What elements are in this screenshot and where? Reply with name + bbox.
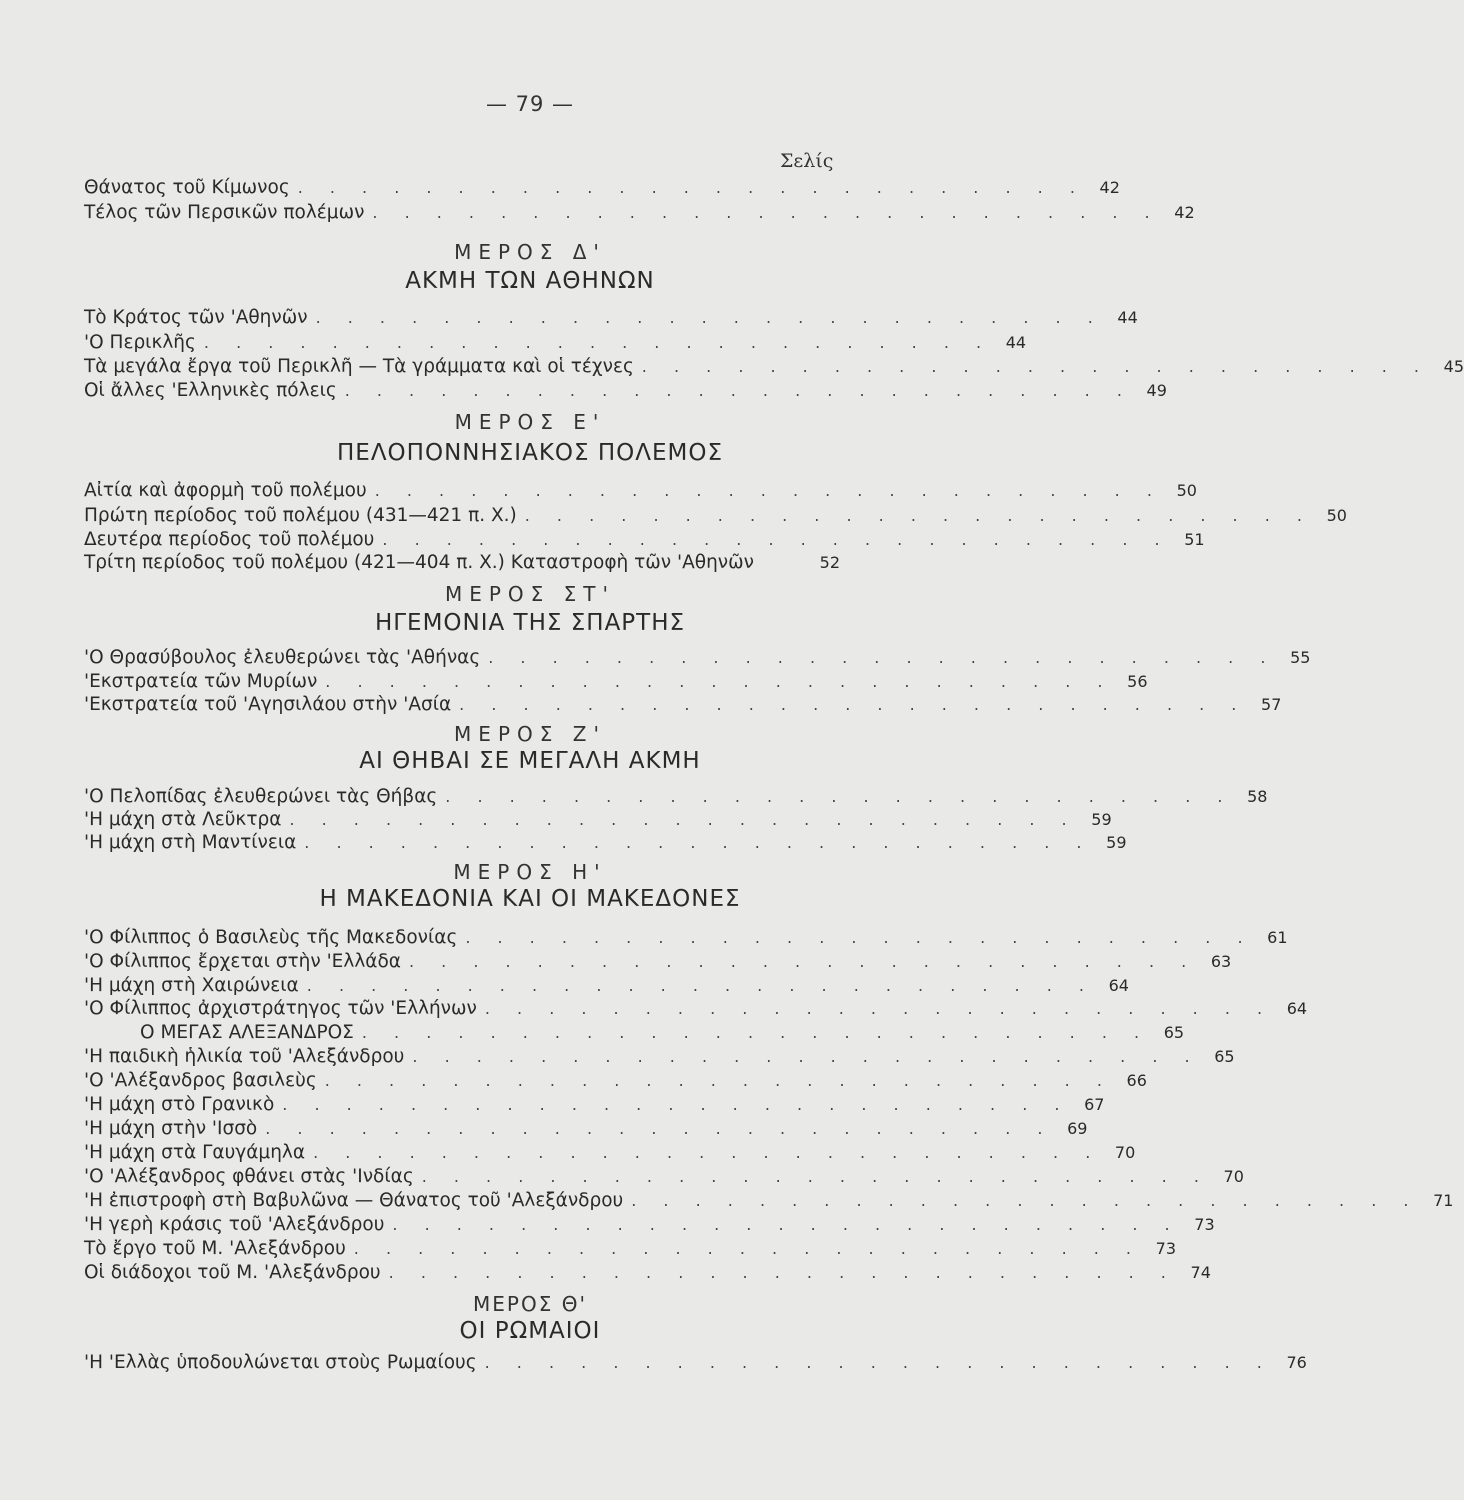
- toc-entry-page: 49: [1146, 381, 1167, 400]
- part-heading: ΗΓΕΜΟΝΙΑ ΤΗΣ ΣΠΑΡΤΗΣ: [374, 610, 686, 636]
- toc-entry-page: 44: [1117, 308, 1138, 327]
- dot-leader: . . . . . . . . . . . . . . . . . . . . . . . . .: [445, 787, 1234, 806]
- toc-entry-title: 'Ο Θρασύβουλος ἐλευθερώνει τὰς 'Αθήνας: [84, 647, 481, 668]
- toc-entry-title: Οἱ διάδοχοι τοῦ Μ. 'Αλεξάνδρου: [84, 1262, 381, 1283]
- toc-entry-title: 'Ο Περικλῆς: [84, 332, 196, 353]
- toc-entry-title: 'Η μάχη στὴ Μαντίνεια: [84, 832, 297, 853]
- toc-subheading-row: [84, 1020, 1185, 1046]
- toc-entry: [84, 1350, 1307, 1376]
- part-label: ΜΕΡΟΣ Θ': [473, 1292, 587, 1316]
- toc-entry-title: Οἱ ἄλλες 'Ελληνικὲς πόλεις: [84, 380, 337, 401]
- dot-leader: . . . . . . . . . . . . . . . . . . . . . . . . .: [412, 1047, 1201, 1066]
- dot-leader: . . . . . . . . . . . . . . . . . . . . . . . . .: [408, 952, 1198, 971]
- toc-entry: [84, 1116, 1088, 1142]
- part-label: ΜΕΡΟΣ Ε': [454, 410, 606, 434]
- part-label: ΜΕΡΟΣ Ζ': [454, 722, 606, 746]
- toc-entry-page: 45: [1443, 357, 1464, 376]
- toc-entry-title: 'Ο Φίλιππος ὁ Βασιλεὺς τῆς Μακεδονίας: [84, 927, 458, 948]
- toc-entry-page: 61: [1267, 928, 1288, 947]
- toc-entry: [84, 200, 1195, 226]
- dot-leader: . . . . . . . . . . . . . . . . . . . . . . . . .: [465, 928, 1254, 947]
- toc-entry: [84, 330, 1027, 356]
- toc-entry-page: 64: [1286, 999, 1308, 1018]
- toc-entry-title: 'Η μάχη στὰ Λεῦκτρα: [84, 809, 282, 830]
- dot-leader: . . . . . . . . . . . . . . . . . . . . . . . . .: [306, 976, 1095, 995]
- toc-entry-page: 42: [1099, 178, 1120, 197]
- toc-entry-page: 73: [1155, 1239, 1176, 1258]
- toc-entry: [84, 1140, 1136, 1166]
- toc-entry-page: 50: [1176, 481, 1197, 500]
- toc-entry-title: Θάνατος τοῦ Κίμωνος: [84, 177, 290, 198]
- dot-leader: . . . . . . . . . . . . . . . . . . . . . . . . .: [484, 1353, 1273, 1372]
- toc-entry-page: 44: [1005, 333, 1027, 352]
- toc-entry: [84, 1236, 1176, 1262]
- toc-entry-title: Πρώτη περίοδος τοῦ πολέμου (431—421 π. Χ.): [84, 505, 517, 526]
- toc-entry-page: 59: [1091, 810, 1112, 829]
- toc-entry: [84, 1044, 1235, 1070]
- toc-entry: [84, 645, 1311, 671]
- toc-subheading: Ο ΜΕΓΑΣ ΑΛΕΞΑΝΔΡΟΣ: [140, 1022, 354, 1043]
- toc-entry: [84, 830, 1127, 856]
- page-number: — 79 —: [485, 92, 575, 116]
- toc-entry: [84, 478, 1197, 504]
- toc-entry: [84, 354, 1464, 380]
- dot-leader: . . . . . . . . . . . . . . . . . . . . . . . . .: [361, 1023, 1151, 1042]
- dot-leader: . . . . . . . . . . . . . . . . . . . . . . . . .: [382, 530, 1171, 549]
- part-heading: ΑΚΜΗ ΤΩΝ ΑΘΗΝΩΝ: [405, 268, 655, 294]
- toc-entry-page: 67: [1084, 1095, 1105, 1114]
- toc-entry: [84, 503, 1347, 529]
- toc-entry-page: 66: [1126, 1071, 1147, 1090]
- toc-entry-page: 51: [1184, 530, 1205, 549]
- dot-leader: . . . . . . . . . . . . . . . . . . . . . . . . .: [325, 672, 1114, 691]
- part-heading: ΑΙ ΘΗΒΑΙ ΣΕ ΜΕΓΑΛΗ ΑΚΜΗ: [359, 748, 701, 774]
- part-heading: ΟΙ ΡΩΜΑΙΟΙ: [459, 1318, 601, 1344]
- dot-leader: . . . . . . . . . . . . . . . . . . . . . . . . .: [289, 810, 1078, 829]
- toc-entry-title: 'Η μάχη στὰ Γαυγάμηλα: [84, 1142, 306, 1163]
- toc-entry-title: Τὸ Κράτος τῶν 'Αθηνῶν: [84, 307, 308, 328]
- part-label: ΜΕΡΟΣ ΣΤ': [444, 582, 616, 606]
- toc-entry-page: 69: [1067, 1119, 1088, 1138]
- toc-entry-title: Τέλος τῶν Περσικῶν πολέμων: [84, 202, 365, 223]
- dot-leader: . . . . . . . . . . . . . . . . . . . . . . . . .: [421, 1167, 1210, 1186]
- toc-entry-title: 'Ο 'Αλέξανδρος φθάνει στὰς 'Ινδίας: [84, 1166, 414, 1187]
- toc-entry-page: 57: [1261, 695, 1282, 714]
- toc-entry-page: 55: [1290, 648, 1311, 667]
- dot-leader: . . . . . . . . . . . . . . . . . . . . . . . . .: [641, 357, 1431, 376]
- dot-leader: . . . . . . . . . . . . . . . . . . . . . . . . .: [392, 1215, 1181, 1234]
- toc-entry-page: 50: [1326, 506, 1347, 525]
- toc-entry: [84, 1164, 1244, 1190]
- toc-entry-title: 'Η παιδικὴ ἡλικία τοῦ 'Αλεξάνδρου: [84, 1046, 405, 1067]
- page-column-header: Σελίς: [780, 150, 834, 172]
- toc-entry-title: Τὸ ἔργο τοῦ Μ. 'Αλεξάνδρου: [84, 1238, 346, 1259]
- dot-leader: . . . . . . . . . . . . . . . . . . . . . . . . .: [203, 333, 993, 352]
- part-label: ΜΕΡΟΣ Η': [453, 860, 607, 884]
- toc-entry-page: 63: [1210, 952, 1232, 971]
- dot-leader: . . . . . . . . . . . . . . . . . . . . . . . . .: [344, 381, 1133, 400]
- part-label: ΜΕΡΟΣ Δ': [454, 240, 606, 264]
- part-heading: Η ΜΑΚΕΔΟΝΙΑ ΚΑΙ ΟΙ ΜΑΚΕΔΟΝΕΣ: [319, 886, 741, 912]
- dot-leader: . . . . . . . . . . . . . . . . . . . . . . . . .: [459, 695, 1248, 714]
- toc-entry-page: 42: [1174, 203, 1195, 222]
- toc-entry-page: 73: [1194, 1215, 1215, 1234]
- toc-entry-page: 59: [1106, 833, 1127, 852]
- toc-entry-title: 'Ο Φίλιππος ἀρχιστράτηγος τῶν 'Ελλήνων: [84, 998, 477, 1019]
- toc-entry-page: 52: [819, 553, 840, 572]
- dot-leader: . . . . . . . . . . . . . . . . . . . . . . . . .: [488, 648, 1277, 667]
- dot-leader: . . . . . . . . . . . . . . . . . . . . . . . . .: [374, 481, 1163, 500]
- dot-leader: . . . . . . . . . . . . . . . . . . . . . . . . .: [282, 1095, 1071, 1114]
- part-heading: ΠΕΛΟΠΟΝΝΗΣΙΑΚΟΣ ΠΟΛΕΜΟΣ: [337, 440, 723, 466]
- toc-entry: [84, 378, 1167, 404]
- toc-entry: [84, 1068, 1147, 1094]
- dot-leader: . . . . . . . . . . . . . . . . . . . . . . . . .: [315, 308, 1104, 327]
- toc-entry-title: Δευτέρα περίοδος τοῦ πολέμου: [84, 529, 375, 550]
- dot-leader: . . . . . . . . . . . . . . . . . . . . . . . . .: [265, 1119, 1054, 1138]
- toc-entry-title: 'Η γερὴ κράσις τοῦ 'Αλεξάνδρου: [84, 1214, 385, 1235]
- toc-entry-title: 'Ο Φίλιππος ἔρχεται στὴν 'Ελλάδα: [84, 951, 401, 972]
- toc-entry: [84, 550, 840, 576]
- toc-entry: [84, 1188, 1454, 1214]
- toc-entry-title: 'Η ἐπιστροφὴ στὴ Βαβυλῶνα — Θάνατος τοῦ 'Αλεξάνδρου: [84, 1190, 624, 1211]
- dot-leader: . . . . . . . . . . . . . . . . . . . . . . . . .: [524, 506, 1313, 525]
- dot-leader: . . . . . . . . . . . . . . . . . . . . . . . . .: [324, 1071, 1113, 1090]
- dot-leader: . . . . . . . . . . . . . . . . . . . . . . . . .: [313, 1143, 1102, 1162]
- toc-entry-page: 70: [1223, 1167, 1244, 1186]
- dot-leader: . . . . . . . . . . . . . . . . . . . . . . . . .: [631, 1191, 1420, 1210]
- toc-entry: [84, 1260, 1211, 1286]
- toc-entry-page: 71: [1433, 1191, 1454, 1210]
- toc-entry-title: 'Η μάχη στὴν 'Ισσὸ: [84, 1118, 258, 1139]
- dot-leader: . . . . . . . . . . . . . . . . . . . . . . . . .: [353, 1239, 1142, 1258]
- toc-entry-page: 74: [1190, 1263, 1211, 1282]
- toc-entry-page: 58: [1247, 787, 1268, 806]
- toc-entry-page: 64: [1108, 976, 1129, 995]
- toc-entry-page: 76: [1286, 1353, 1307, 1372]
- dot-leader: . . . . . . . . . . . . . . . . . . . . . . . . .: [484, 999, 1274, 1018]
- toc-entry-title: 'Η 'Ελλὰς ὑποδουλώνεται στοὺς Ρωμαίους: [84, 1352, 477, 1373]
- toc-entry-title: 'Ο Πελοπίδας ἐλευθερώνει τὰς Θήβας: [84, 786, 438, 807]
- toc-entry-title: 'Εκστρατεία τοῦ 'Αγησιλάου στὴν 'Ασία: [84, 694, 452, 715]
- dot-leader: . . . . . . . . . . . . . . . . . . . . . . . . .: [372, 203, 1161, 222]
- toc-entry-title: 'Εκστρατεία τῶν Μυρίων: [84, 671, 318, 692]
- toc-entry: [84, 1092, 1105, 1118]
- toc-entry-title: 'Η μάχη στὴ Χαιρώνεια: [84, 975, 299, 996]
- toc-entry: [84, 925, 1288, 951]
- toc-entry-page: 65: [1163, 1023, 1185, 1042]
- toc-entry: [84, 692, 1282, 718]
- toc-entry-title: Τὰ μεγάλα ἔργα τοῦ Περικλῆ — Τὰ γράμματα καὶ οἱ τέχνες: [84, 356, 634, 377]
- toc-entry: [84, 1212, 1215, 1238]
- toc-entry: [84, 949, 1232, 975]
- toc-entry-page: 65: [1214, 1047, 1235, 1066]
- toc-entry-page: 56: [1127, 672, 1148, 691]
- toc-entry: [84, 305, 1138, 331]
- toc-entry-title: 'Ο 'Αλέξανδρος βασιλεὺς: [84, 1070, 317, 1091]
- toc-entry: [84, 175, 1120, 201]
- dot-leader: . . . . . . . . . . . . . . . . . . . . . . . . .: [388, 1263, 1177, 1282]
- toc-entry: [84, 996, 1308, 1022]
- toc-entry-page: 70: [1114, 1143, 1136, 1162]
- toc-entry-title: Τρίτη περίοδος τοῦ πολέμου (421—404 π. Χ.) Καταστροφὴ τῶν 'Αθηνῶν: [84, 552, 754, 573]
- dot-leader: . . . . . . . . . . . . . . . . . . . . . . . . .: [304, 833, 1093, 852]
- dot-leader: . . . . . . . . . . . . . . . . . . . . . . . . .: [297, 178, 1086, 197]
- toc-entry-title: 'Η μάχη στὸ Γρανικὸ: [84, 1094, 275, 1115]
- toc-entry-title: Αἰτία καὶ ἀφορμὴ τοῦ πολέμου: [84, 480, 367, 501]
